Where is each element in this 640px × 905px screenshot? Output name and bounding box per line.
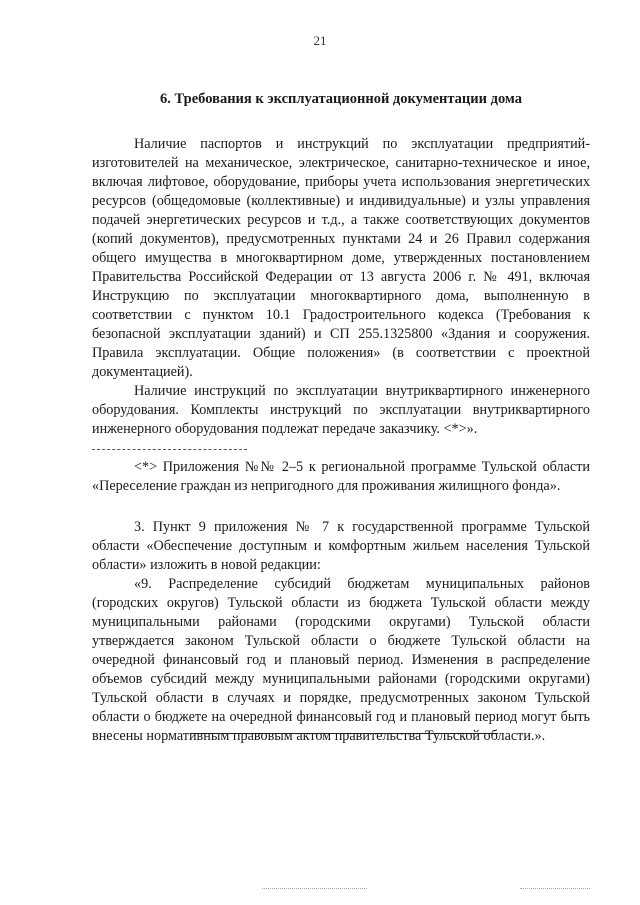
end-divider	[191, 733, 498, 734]
footnote-divider	[92, 449, 247, 450]
document-body	[92, 90, 590, 746]
footnote: <*> Приложения №№ 2–5 к региональной программе Тульской области «Переселение граждан из непригодного для проживания жилищного фонда».	[92, 459, 590, 494]
page-number: 21	[313, 33, 327, 48]
scan-artifact	[520, 888, 590, 889]
scan-artifact	[262, 888, 367, 889]
paragraph-passports: Наличие паспортов и инструкций по эксплуатации предприятий-изготовителей на механическое, электрическое, санитарно-техническое и иное, включая лифтовое, оборудование, приборы учета использования энергетических ресурсов (общедомовые (коллективные) и индивидуальные) и узлы управления подачей энергетических ресурсов и т.д., а также соответствующих документов (копий документов), предусмотренных пунктами 24 и 26 Правил содержания общего имущества в многоквартирном доме, утвержденных постановлением Правительства Российской Федерации от 13 августа 2006 г. № 491, включая Инструкцию по эксплуатации многоквартирного дома, выполненную в соответствии с пунктом 10.1 Градостроительного кодекса (Требования к безопасной эксплуатации зданий) и СП 255.1325800 «Здания и сооружения. Правила эксплуатации. Общие положения» (в соответствии с проектной документацией).	[92, 136, 590, 380]
paragraph-instructions: Наличие инструкций по эксплуатации внутриквартирного инженерного оборудования. Комплекты инструкций по эксплуатации внутриквартирного инженерного оборудования подлежат передаче заказчику. <*>».	[92, 383, 590, 437]
amendment-intro: 3. Пункт 9 приложения № 7 к государственной программе Тульской области «Обеспечение доступным и комфортным жильем населения Тульской области» изложить в новой редакции:	[92, 519, 590, 573]
amendment-text: «9. Распределение субсидий бюджетам муниципальных районов (городских округов) Тульской области из бюджета Тульской области между муниципальными районами (городскими округами) Тульской области утверждается законом Тульской области о бюджете Тульской области на очередной финансовый год и плановый период. Изменения в распределение объемов субсидий между муниципальными районами (городскими округами) Тульской области в случаях и порядке, предусмотренных законом Тульской области о бюджете на очередной финансовый год и плановый период могут быть внесены нормативным правовым актом правительства Тульской области.».	[92, 576, 590, 744]
section-title: 6. Требования к эксплуатационной документации дома	[160, 91, 522, 107]
